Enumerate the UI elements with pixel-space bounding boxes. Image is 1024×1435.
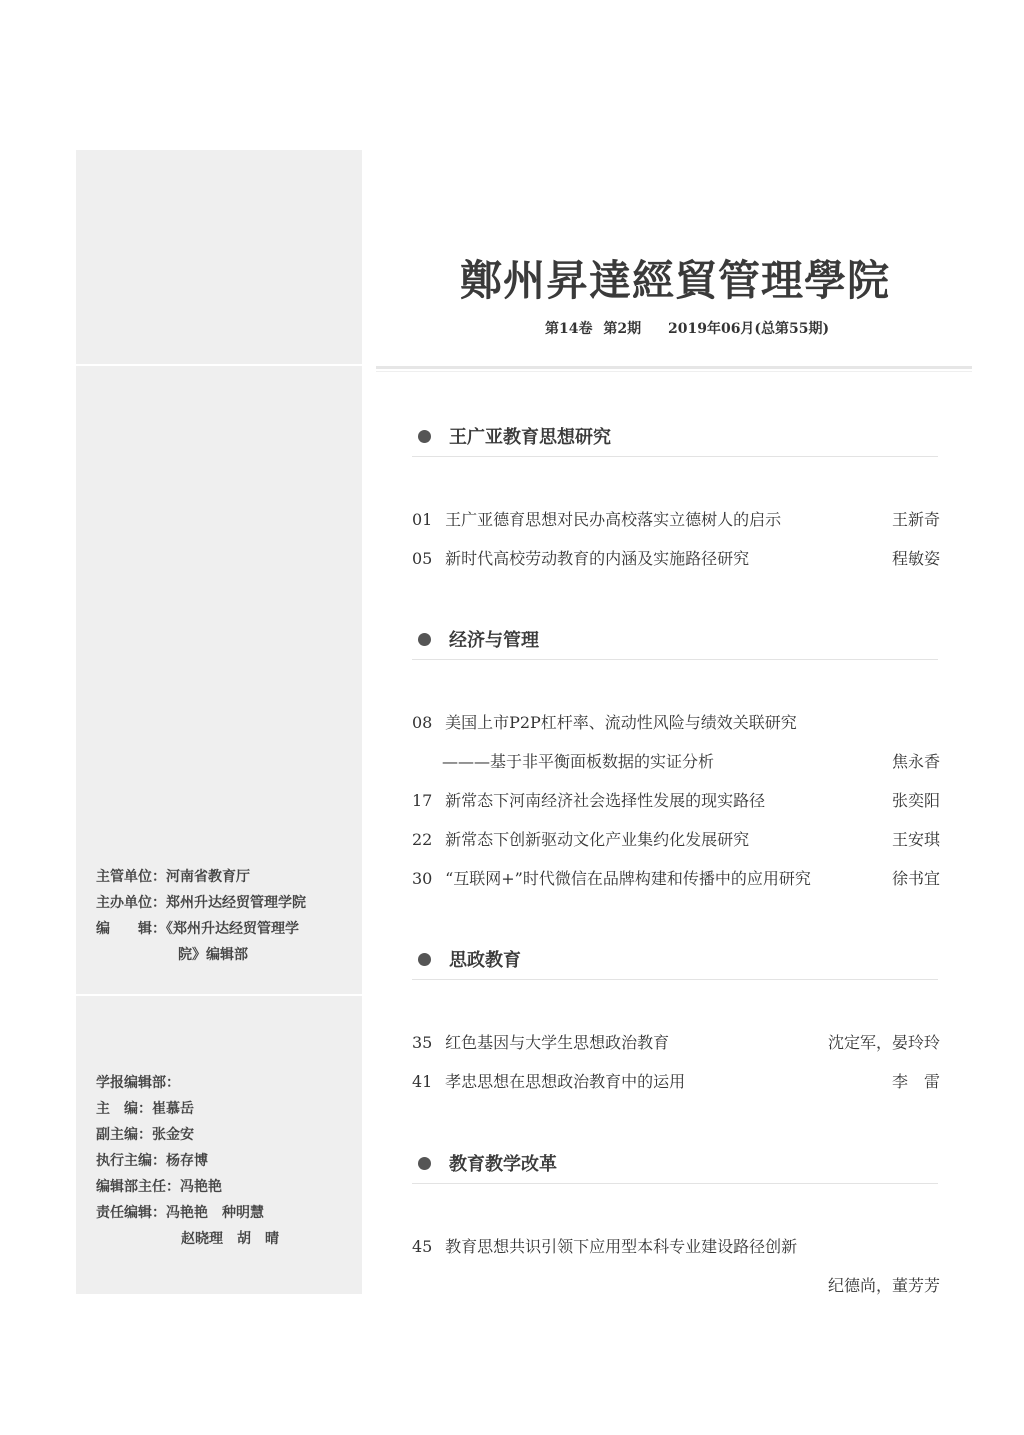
article-title: 新常态下创新驱动文化产业集约化发展研究 [445, 830, 750, 849]
article-subtitle: ———基于非平衡面板数据的实证分析 [442, 752, 715, 771]
editorial-row [96, 1200, 279, 1226]
toc-entry[interactable] [412, 507, 940, 533]
section-title: 王广亚教育思想研究 [449, 427, 611, 448]
editorial-row-cont: 赵晓理 胡 晴 [181, 1231, 279, 1247]
editorial-value: 杨存博 [166, 1153, 208, 1169]
publisher-label: 主管单位： [96, 869, 166, 885]
page-number: 30 [412, 869, 433, 888]
article-title: 红色基因与大学生思想政治教育 [445, 1033, 670, 1052]
page-number: 22 [412, 830, 433, 849]
article-title: 教育思想共识引领下应用型本科专业建设路径创新 [445, 1237, 798, 1256]
page-number: 41 [412, 1072, 433, 1091]
publisher-row [96, 890, 306, 916]
editorial-label: 编辑部主任： [96, 1179, 180, 1195]
editorial-row [96, 1096, 279, 1122]
article-author: 程敏姿 [891, 549, 940, 568]
page-number: 45 [412, 1237, 433, 1256]
publisher-label: 编 辑： [96, 921, 166, 937]
header-rule [376, 366, 972, 369]
editorial-heading: 学报编辑部： [96, 1075, 180, 1091]
editorial-label: 主 编： [96, 1101, 152, 1117]
section-title: 教育教学改革 [449, 1154, 557, 1175]
toc-section [412, 1149, 938, 1184]
toc-entry[interactable] [412, 866, 940, 892]
header-rule [376, 371, 972, 372]
toc-entry[interactable] [412, 710, 940, 736]
article-author: 焦永香 [891, 752, 940, 771]
section-title: 经济与管理 [449, 630, 539, 651]
editorial-value: 张金安 [152, 1127, 194, 1143]
publisher-row-cont: 院》编辑部 [178, 947, 248, 963]
article-title: 孝忠思想在思想政治教育中的运用 [445, 1072, 686, 1091]
article-title: “互联网+”时代微信在品牌构建和传播中的应用研究 [445, 869, 811, 888]
publisher-value: 《郑州升达经贸管理学 [166, 921, 299, 937]
editorial-row [96, 1148, 279, 1174]
issue-line [545, 318, 835, 338]
toc-entry[interactable] [412, 788, 940, 814]
page-number: 05 [412, 549, 433, 568]
issue-number: 第2期 [603, 321, 642, 337]
toc-entry-subtitle[interactable] [442, 749, 940, 772]
article-author: 王安琪 [891, 830, 940, 849]
editorial-row [96, 1174, 279, 1200]
sidebar-divider [76, 994, 362, 996]
article-title: 美国上市P2P杠杆率、流动性风险与绩效关联研究 [445, 713, 797, 732]
article-author: 沈定军，晏玲玲 [827, 1033, 940, 1052]
toc-entry[interactable] [412, 1030, 940, 1056]
sidebar [76, 150, 362, 1294]
sidebar-divider [76, 364, 362, 366]
page-number: 17 [412, 791, 433, 810]
publisher-row [96, 864, 306, 890]
article-author: 李 雷 [891, 1072, 940, 1091]
page-number: 08 [412, 713, 433, 732]
page-number: 01 [412, 510, 433, 529]
editorial-row [96, 1122, 279, 1148]
toc-entry[interactable] [412, 546, 940, 572]
volume: 第14卷 [545, 321, 593, 337]
toc-section [412, 422, 938, 457]
toc-section [412, 945, 938, 980]
editorial-value: 冯艳艳 [180, 1179, 222, 1195]
publisher-info [96, 864, 306, 968]
issue-date: 2019年06月(总第55期) [667, 321, 830, 337]
article-author: 纪德尚，董芳芳 [827, 1276, 940, 1295]
article-author: 张奕阳 [891, 791, 940, 810]
publisher-value: 郑州升达经贸管理学院 [166, 895, 306, 911]
section-header [412, 945, 938, 980]
editorial-value: 崔慕岳 [152, 1101, 194, 1117]
section-header [412, 1149, 938, 1184]
section-header [412, 625, 938, 660]
publisher-row [96, 916, 306, 942]
publisher-label: 主办单位： [96, 895, 166, 911]
article-title: 新常态下河南经济社会选择性发展的现实路径 [445, 791, 766, 810]
toc-entry[interactable] [412, 827, 940, 853]
editorial-label: 副主编： [96, 1127, 152, 1143]
editorial-value: 冯艳艳 种明慧 [166, 1205, 264, 1221]
article-author: 徐书宜 [891, 869, 940, 888]
bullet-icon [418, 1157, 431, 1170]
editorial-label: 责任编辑： [96, 1205, 166, 1221]
bullet-icon [418, 633, 431, 646]
section-header [412, 422, 938, 457]
toc-entry[interactable] [412, 1234, 940, 1260]
article-title: 王广亚德育思想对民办高校落实立德树人的启示 [445, 510, 782, 529]
toc-entry[interactable] [412, 1069, 940, 1095]
section-title: 思政教育 [449, 950, 521, 971]
editorial-label: 执行主编： [96, 1153, 166, 1169]
editorial-board [96, 1070, 279, 1252]
bullet-icon [418, 430, 431, 443]
page-number: 35 [412, 1033, 433, 1052]
publisher-value: 河南省教育厅 [166, 869, 250, 885]
article-author: 王新奇 [891, 510, 940, 529]
bullet-icon [418, 953, 431, 966]
article-title: 新时代高校劳动教育的内涵及实施路径研究 [445, 549, 750, 568]
journal-title: 鄭州昇達經貿管理學院 [459, 256, 890, 305]
toc-section [412, 625, 938, 660]
